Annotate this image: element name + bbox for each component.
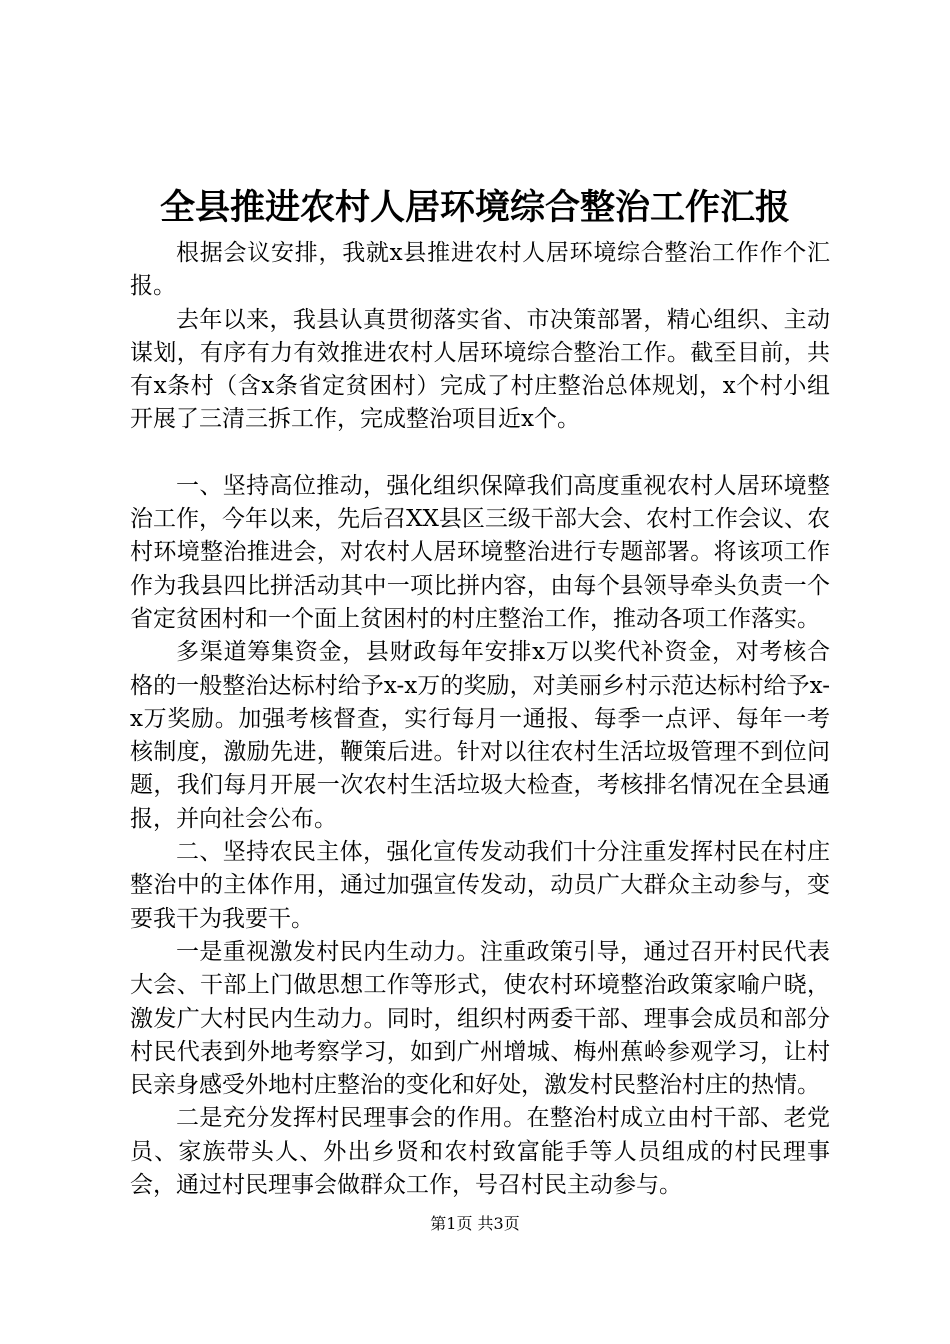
page-footer: 第1页 共3页 [430,1214,520,1233]
paragraph-intro: 根据会议安排，我就x县推进农村人居环境综合整治工作作个汇报。 [130,240,830,300]
paragraph-section-2: 二、坚持农民主体，强化宣传发动我们十分注重发挥村民在村庄整治中的主体作用，通过加强宣传发动，动员广大群众主动参与，变要我干为我要干。 [130,839,830,932]
paragraph-section-1: 一、坚持高位推动，强化组织保障我们高度重视农村人居环境整治工作，今年以来，先后召XX县区三级干部大会、农村工作会议、农村环境整治推进会，对农村人居环境整治进行专题部署。将该项工作作为我县四比拼活动其中一项比拼内容，由每个县领导牵头负责一个省定贫困村和一个面上贫困村的村庄整治工作，推动各项工作落实。 [130,472,830,632]
paragraph-motivation: 一是重视激发村民内生动力。注重政策引导，通过召开村民代表大会、干部上门做思想工作等形式，使农村环境整治政策家喻户晓，激发广大村民内生动力。同时，组织村两委干部、理事会成员和部分村民代表到外地考察学习，如到广州增城、梅州蕉岭参观学习，让村民亲身感受外地村庄整治的变化和好处，激发村民整治村庄的热情。 [130,938,830,1099]
document-body [130,237,830,1202]
paragraph-overview: 去年以来，我县认真贯彻落实省、市决策部署，精心组织、主动谋划，有序有力有效推进农村人居环境综合整治工作。截至目前，共有x条村（含x条省定贫困村）完成了村庄整治总体规划，x个村小组开展了三清三拆工作，完成整治项目近x个。 [130,306,830,433]
document-title: 全县推进农村人居环境综合整治工作汇报 [159,187,790,228]
paragraph-council: 二是充分发挥村民理事会的作用。在整治村成立由村干部、老党员、家族带头人、外出乡贤和农村致富能手等人员组成的村民理事会，通过村民理事会做群众工作，号召村民主动参与。 [130,1105,830,1199]
paragraph-funding: 多渠道筹集资金，县财政每年安排x万以奖代补资金，对考核合格的一般整治达标村给予x-x万的奖励，对美丽乡村示范达标村给予x-x万奖励。加强考核督查，实行每月一通报、每季一点评、每年一考核制度，激励先进，鞭策后进。针对以往农村生活垃圾管理不到位问题，我们每月开展一次农村生活垃圾大检查，考核排名情况在全县通报，并向社会公布。 [130,639,830,832]
